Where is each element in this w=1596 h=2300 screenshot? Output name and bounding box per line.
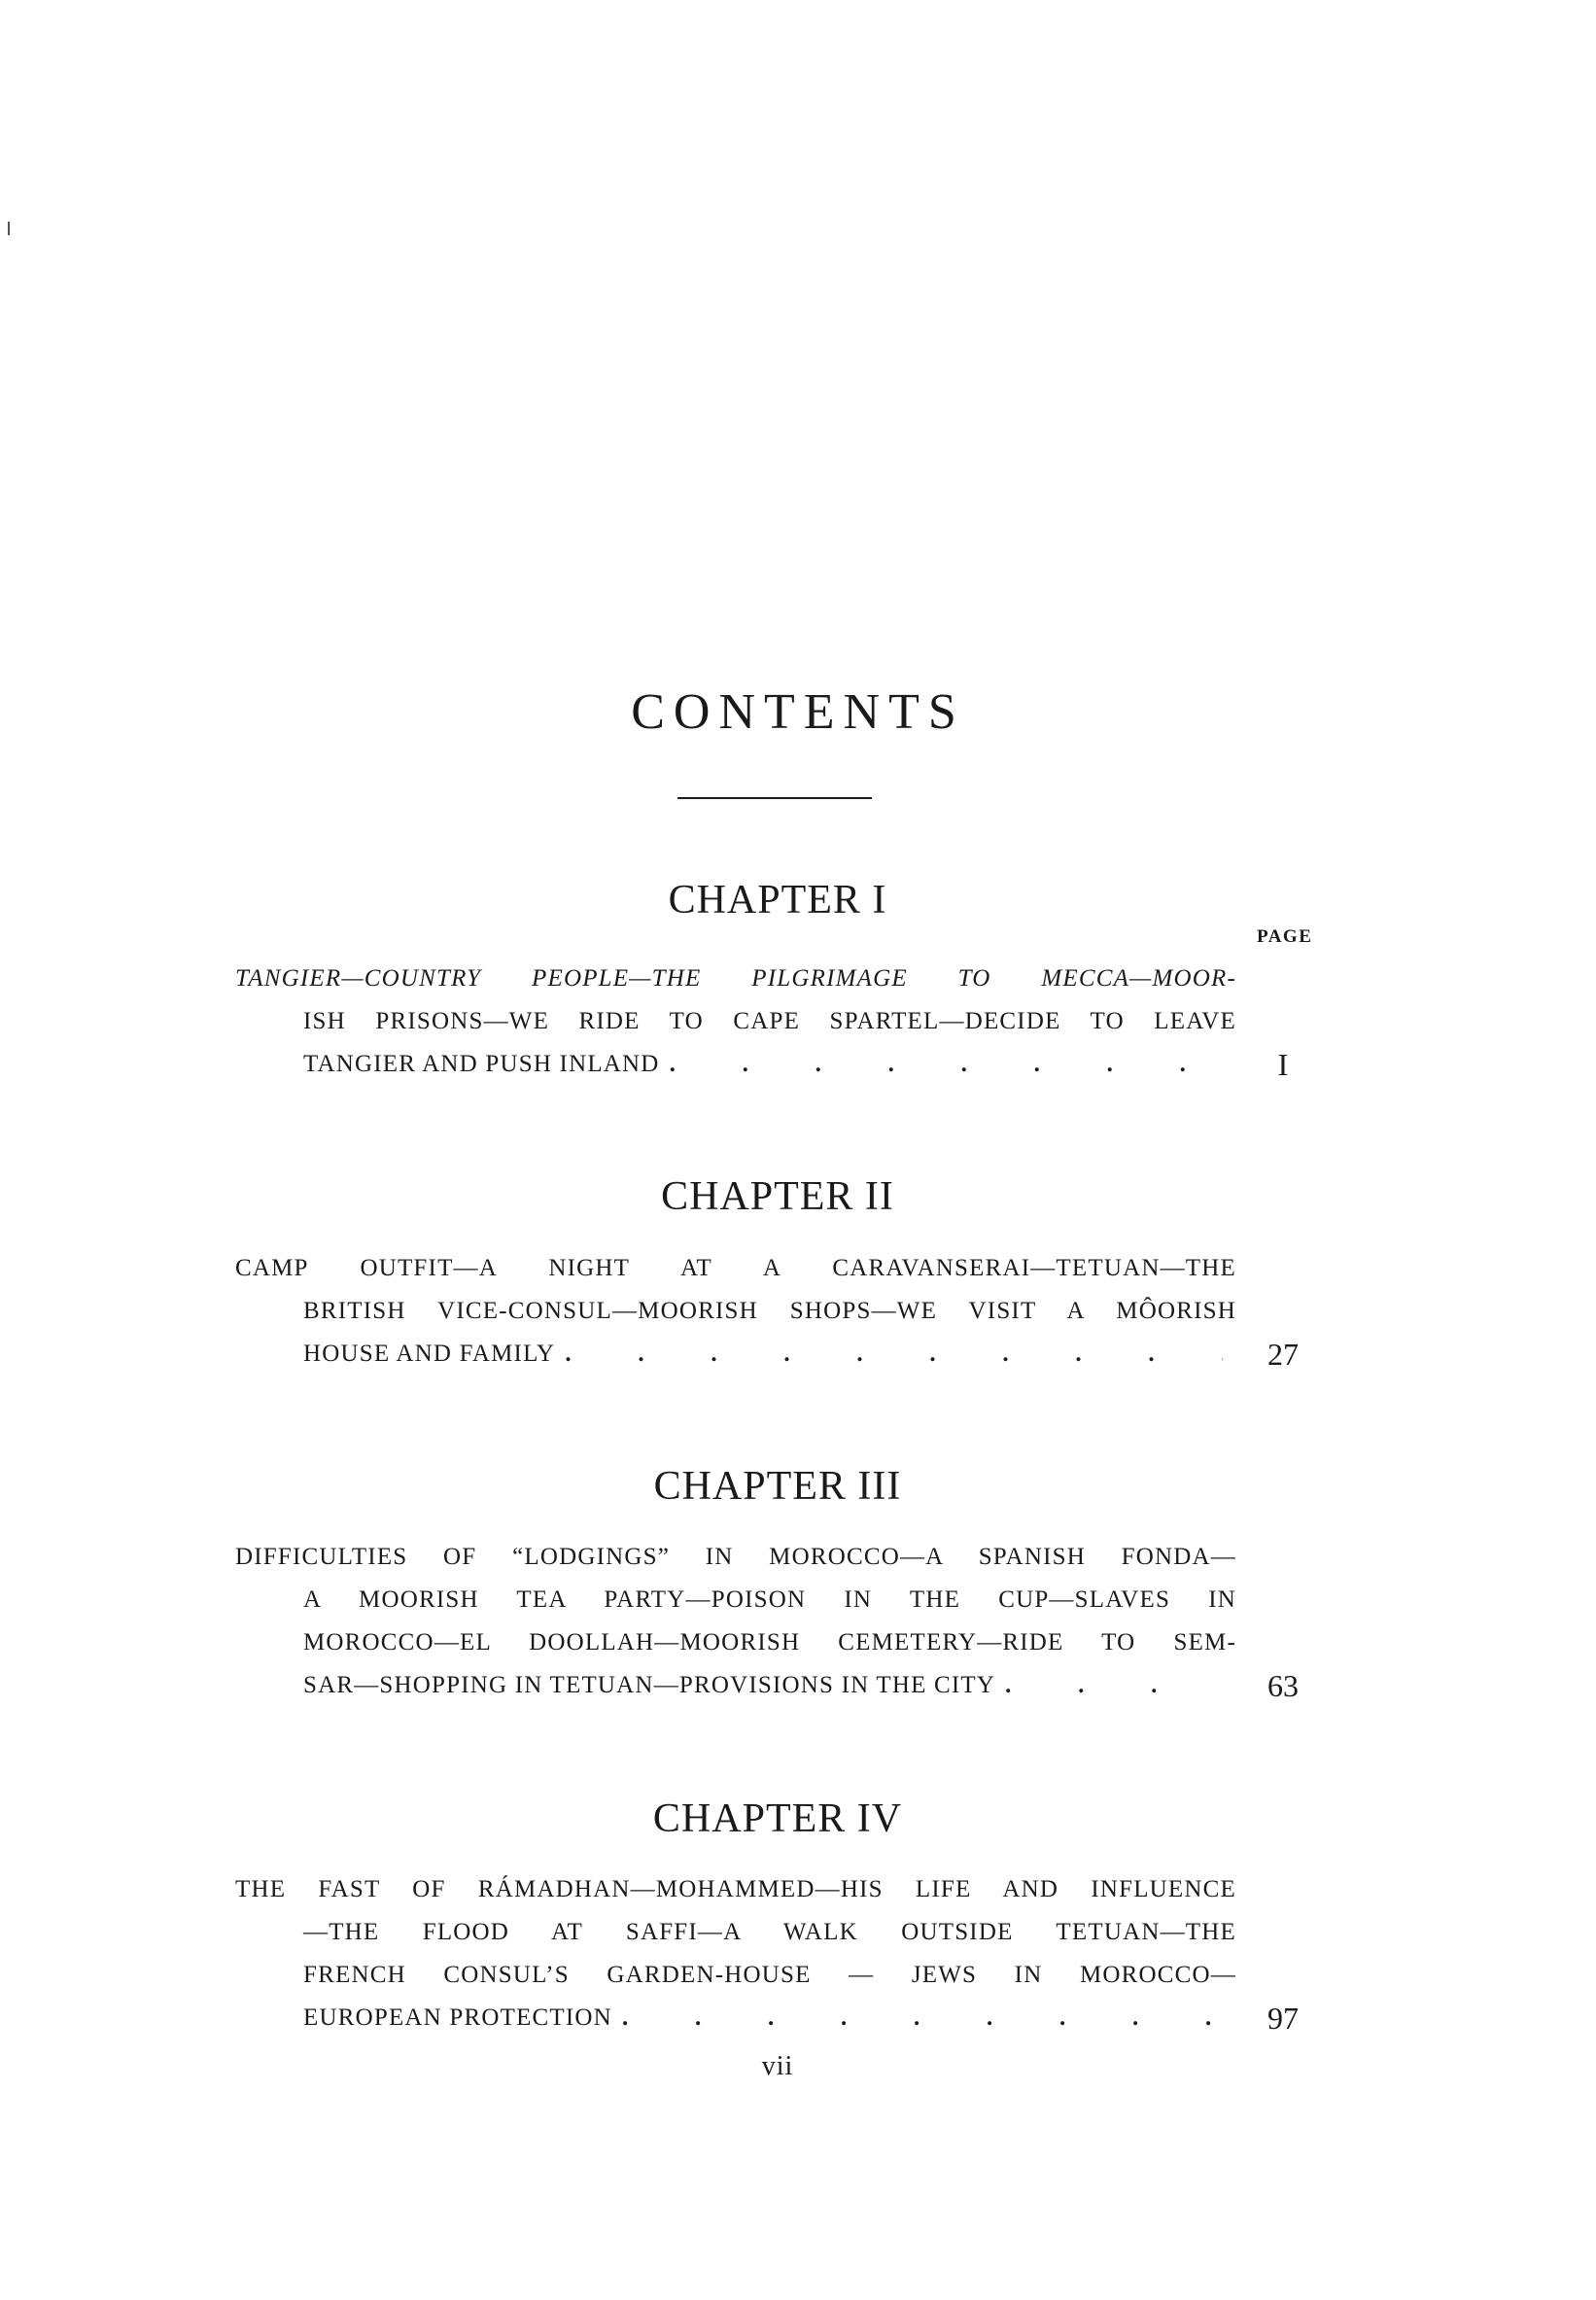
summary-line: ISH PRISONS—WE RIDE TO CAPE SPARTEL—DECIDE TO LEAVE [303,1008,1236,1034]
chapter-heading-1: CHAPTER I [668,878,887,923]
summary-line: EUROPEAN PROTECTION [303,2004,612,2031]
page-number: 63 [1267,1668,1299,1703]
page-title: CONTENTS [631,683,965,740]
summary-line: TANGIER—COUNTRY PEOPLE—THE PILGRIMAGE TO MECCA—MOOR- [235,965,1236,992]
dot-leaders [1005,1664,1223,1707]
summary-line: BRITISH VICE-CONSUL—MOORISH SHOPS—WE VISIT A MÔORISH [303,1298,1236,1324]
summary-line: FRENCH CONSUL’S GARDEN-HOUSE — JEWS IN MOROCCO— [303,1962,1236,1988]
summary-line: TANGIER AND PUSH INLAND [303,1051,660,1077]
summary-line: CAMP OUTFIT—A NIGHT AT A CARAVANSERAI—TETUAN—THE [235,1255,1236,1281]
summary-line: HOUSE AND FAMILY [303,1341,556,1367]
summary-last-line [235,1997,1236,2039]
summary-line: THE FAST OF RÁMADHAN—MOHAMMED—HIS LIFE AND INFLUENCE [235,1876,1236,1902]
summary-line: A MOORISH TEA PARTY—POISON IN THE CUP—SLAVES IN [303,1586,1236,1613]
chapter-2-summary [235,1247,1236,1376]
summary-last-line [235,1664,1236,1707]
summary-line: MOROCCO—EL DOOLLAH—MOORISH CEMETERY—RIDE TO SEM- [303,1629,1236,1655]
page-number: 27 [1267,1337,1299,1372]
page-folio: vii [761,2051,794,2081]
chapter-3-summary [235,1536,1236,1707]
page-number: 97 [1267,2001,1299,2036]
chapter-1-summary [235,958,1236,1086]
dot-leaders [670,1043,1223,1086]
summary-line: —THE FLOOD AT SAFFI—A WALK OUTSIDE TETUAN—THE [303,1919,1236,1945]
chapter-heading-2: CHAPTER II [661,1174,894,1219]
summary-line: SAR—SHOPPING IN TETUAN—PROVISIONS IN THE CITY [303,1672,996,1698]
dot-leaders [565,1333,1223,1376]
summary-last-line [235,1333,1236,1376]
margin-speck [8,222,10,235]
page-column-label: PAGE [1257,926,1313,947]
summary-last-line [235,1043,1236,1086]
chapter-heading-4: CHAPTER IV [652,1796,903,1841]
chapter-4-summary [235,1868,1236,2039]
summary-line: DIFFICULTIES OF “LODGINGS” IN MOROCCO—A SPANISH FONDA— [235,1544,1236,1570]
title-rule [677,797,872,799]
chapter-heading-3: CHAPTER III [653,1464,902,1509]
page-number: I [1277,1047,1289,1082]
dot-leaders [622,1997,1223,2039]
